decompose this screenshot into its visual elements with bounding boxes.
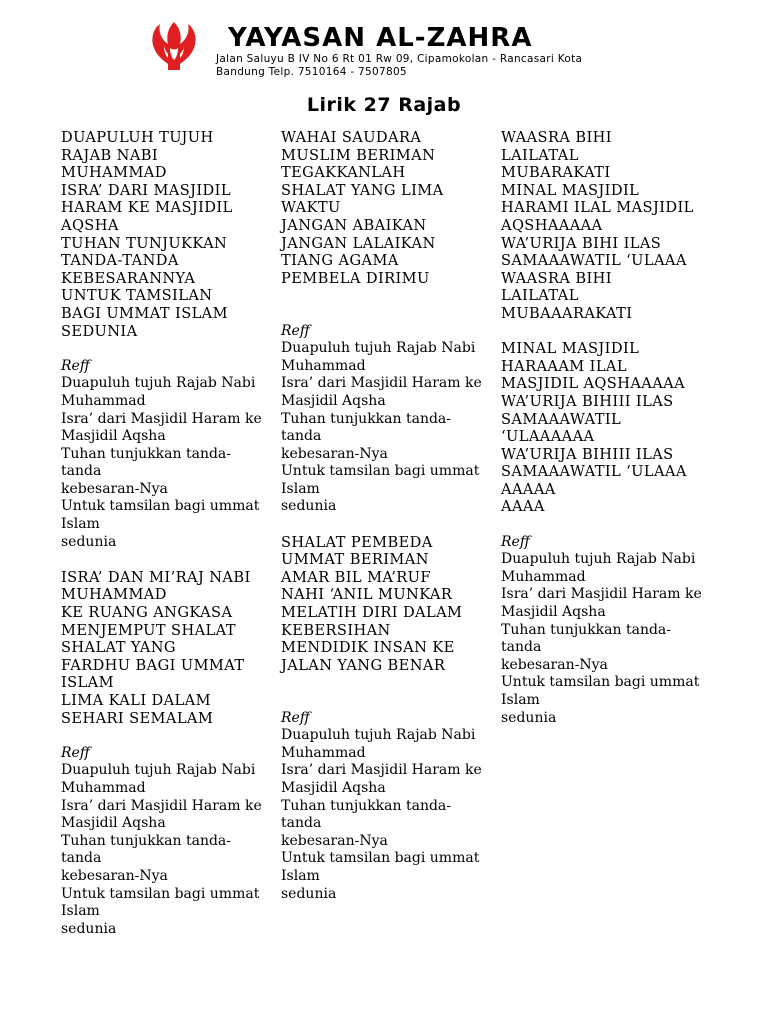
lyric-line: FARDHU BAGI UMMAT [61, 656, 245, 674]
lyric-line: Tuhan tunjukkan tanda- [501, 621, 672, 638]
organization-name: YAYASAN AL-ZAHRA [228, 23, 533, 53]
lyric-line: Muhammad [501, 568, 586, 585]
lyric-line: SAMAAAWATIL ‘ULAAA [501, 463, 687, 481]
lyric-line: MENJEMPUT SHALAT [61, 621, 236, 639]
lyric-line: AQSHA [61, 216, 119, 234]
document-title: Lirik 27 Rajab [306, 94, 462, 116]
stanza-spacer [281, 287, 491, 305]
lyric-line: Muhammad [281, 357, 366, 374]
lyric-line: Islam [61, 516, 100, 533]
lyric-line: SHALAT YANG [61, 639, 176, 657]
lyric-line: Islam [281, 867, 320, 884]
lyric-line: Duapuluh tujuh Rajab Nabi [281, 727, 476, 744]
lyric-line: tanda [501, 639, 542, 656]
lyrics-column-2 [281, 129, 491, 903]
lyric-line: AMAR BIL MA’RUF [281, 568, 431, 586]
lyric-line: Duapuluh tujuh Rajab Nabi [501, 551, 696, 568]
lyric-line: LAILATAL [501, 146, 579, 164]
lyric-line: NAHI ‘ANIL MUNKAR [281, 586, 453, 604]
lyric-line: tanda [61, 463, 102, 480]
lyric-line: Isra’ dari Masjidil Haram ke [281, 762, 482, 779]
lyric-line: MINAL MASJIDIL [501, 340, 640, 358]
lyric-line: KE RUANG ANGKASA [61, 604, 233, 622]
lyric-line: Masjidil Aqsha [281, 779, 386, 796]
lyric-line: tanda [281, 428, 322, 445]
stanza-spacer [281, 305, 491, 323]
lyric-line: JANGAN LALAIKAN [281, 234, 436, 252]
lyric-line: ISRA’ DAN MI’RAJ NABI [61, 568, 251, 586]
lyric-line: Tuhan tunjukkan tanda- [281, 797, 452, 814]
lyric-line: JALAN YANG BENAR [281, 656, 446, 674]
reff-stanza [501, 534, 716, 728]
lyric-line: Untuk tamsilan bagi ummat [61, 885, 260, 902]
reff-stanza [281, 710, 491, 904]
lyric-line: WA’URIJA BIHIII ILAS [501, 445, 674, 463]
lyric-line: Duapuluh tujuh Rajab Nabi [281, 340, 476, 357]
lyric-line: MUBARAKATI [501, 164, 611, 182]
stanza-spacer [281, 692, 491, 710]
lyric-line: kebesaran-Nya [501, 656, 608, 673]
address-line-1: Jalan Saluyu B IV No 6 Rt 01 Rw 09, Cipamokolan - Rancasari Kota [216, 53, 583, 65]
reff-label: Reff [61, 357, 90, 374]
lyric-line: SEHARI SEMALAM [61, 709, 214, 727]
lyric-line: TUHAN TUNJUKKAN [61, 234, 228, 252]
lyric-line: BAGI UMMAT ISLAM [61, 304, 228, 322]
lyric-line: TEGAKKANLAH [281, 164, 406, 182]
lyric-line: SAMAAAWATIL ‘ULAAA [501, 252, 687, 270]
lyric-line: sedunia [501, 709, 557, 726]
lyric-line: MUBAAARAKATI [501, 304, 633, 322]
lyric-line: TANDA-TANDA [61, 252, 179, 270]
lyric-line: AQSHAAAAA [501, 216, 603, 234]
lyric-line: kebesaran-Nya [61, 867, 168, 884]
lyric-line: HARAAAM ILAL [501, 357, 627, 375]
reff-label: Reff [281, 322, 310, 339]
tulip-logo-icon [146, 18, 202, 74]
lyric-line: SHALAT YANG LIMA [281, 181, 444, 199]
lyric-line: sedunia [281, 885, 337, 902]
lyric-line: Isra’ dari Masjidil Haram ke [61, 797, 262, 814]
verse-stanza [61, 569, 271, 727]
stanza-spacer [281, 674, 491, 692]
lyric-line: Untuk tamsilan bagi ummat [281, 850, 480, 867]
lyric-line: ‘ULAAAAAA [501, 428, 595, 446]
lyric-line: kebesaran-Nya [281, 832, 388, 849]
lyric-line: KEBERSIHAN [281, 621, 391, 639]
lyric-line: ISLAM [61, 674, 114, 692]
lyric-line: SAMAAAWATIL [501, 410, 622, 428]
lyric-line: Untuk tamsilan bagi ummat [501, 674, 700, 691]
verse-stanza [501, 129, 716, 323]
lyric-line: AAAAA [501, 480, 556, 498]
lyric-line: PEMBELA DIRIMU [281, 269, 430, 287]
lyric-line: Tuhan tunjukkan tanda- [61, 832, 232, 849]
lyric-line: sedunia [61, 920, 117, 937]
lyric-line: Islam [61, 903, 100, 920]
lyric-line: kebesaran-Nya [61, 480, 168, 497]
lyric-line: MENDIDIK INSAN KE [281, 639, 455, 657]
lyric-line: RAJAB NABI [61, 146, 159, 164]
lyric-line: Masjidil Aqsha [61, 428, 166, 445]
reff-stanza [61, 745, 271, 939]
lyric-line: MINAL MASJIDIL [501, 181, 640, 199]
lyric-line: Islam [501, 692, 540, 708]
lyric-line: Muhammad [281, 744, 366, 761]
lyric-line: Islam [281, 480, 320, 497]
lyric-line: Masjidil Aqsha [501, 604, 606, 621]
lyric-line: Muhammad [61, 779, 146, 796]
lyric-line: Untuk tamsilan bagi ummat [61, 498, 260, 515]
verse-stanza [61, 129, 271, 340]
lyric-line: ISRA’ DARI MASJIDIL [61, 181, 231, 199]
lyric-line: tanda [61, 850, 102, 867]
verse-stanza [501, 340, 716, 516]
lyric-line: LAILATAL [501, 287, 579, 305]
lyric-line: HARAMI ILAL MASJIDIL [501, 199, 694, 217]
address-line-2: Bandung Telp. 7510164 - 7507805 [216, 66, 407, 78]
reff-label: Reff [61, 744, 90, 761]
lyric-line: MUHAMMAD [61, 586, 167, 604]
lyric-line: Muhammad [61, 392, 146, 409]
reff-stanza [281, 323, 491, 517]
lyrics-column-1 [61, 129, 271, 938]
reff-label: Reff [501, 533, 530, 550]
stanza-spacer [61, 551, 271, 569]
lyric-line: DUAPULUH TUJUH [61, 129, 214, 146]
lyric-line: MUHAMMAD [61, 164, 167, 182]
lyric-line: MUSLIM BERIMAN [281, 146, 436, 164]
lyric-line: MELATIH DIRI DALAM [281, 604, 463, 622]
lyric-line: Isra’ dari Masjidil Haram ke [501, 586, 702, 603]
lyric-line: tanda [281, 815, 322, 832]
lyric-line: Untuk tamsilan bagi ummat [281, 463, 480, 480]
lyric-line: Duapuluh tujuh Rajab Nabi [61, 762, 256, 779]
lyric-line: WAHAI SAUDARA [281, 129, 422, 146]
lyric-line: kebesaran-Nya [281, 445, 388, 462]
lyric-line: sedunia [281, 498, 337, 515]
lyric-line: Tuhan tunjukkan tanda- [281, 410, 452, 427]
stanza-spacer [501, 323, 716, 341]
verse-stanza [281, 534, 491, 675]
lyric-line: HARAM KE MASJIDIL [61, 199, 233, 217]
lyric-line: UNTUK TAMSILAN [61, 287, 213, 305]
lyric-line: AAAA [501, 498, 545, 516]
lyric-line: SHALAT PEMBEDA [281, 533, 433, 551]
lyric-line: MASJIDIL AQSHAAAAA [501, 375, 686, 393]
lyric-line: Masjidil Aqsha [61, 815, 166, 832]
stanza-spacer [501, 516, 716, 534]
lyric-line: WAASRA BIHI [501, 269, 612, 287]
lyric-line: WA’URIJA BIHI ILAS [501, 234, 662, 252]
verse-stanza [281, 129, 491, 287]
lyric-line: Isra’ dari Masjidil Haram ke [61, 410, 262, 427]
lyric-line: KEBESARANNYA [61, 269, 196, 287]
lyric-line: Masjidil Aqsha [281, 392, 386, 409]
reff-label: Reff [281, 709, 310, 726]
lyric-line: Isra’ dari Masjidil Haram ke [281, 375, 482, 392]
organization-address [216, 53, 636, 79]
lyric-line: WAASRA BIHI [501, 129, 612, 146]
stanza-spacer [61, 340, 271, 358]
lyric-line: sedunia [61, 533, 117, 550]
lyrics-column-3 [501, 129, 716, 727]
stanza-spacer [281, 516, 491, 534]
lyric-line: SEDUNIA [61, 322, 138, 340]
stanza-spacer [61, 727, 271, 745]
lyric-line: Tuhan tunjukkan tanda- [61, 445, 232, 462]
lyric-line: Duapuluh tujuh Rajab Nabi [61, 375, 256, 392]
lyric-line: LIMA KALI DALAM [61, 692, 211, 709]
lyric-line: JANGAN ABAIKAN [281, 216, 427, 234]
lyric-line: UMMAT BERIMAN [281, 551, 429, 569]
lyric-line: WAKTU [281, 199, 341, 217]
lyric-line: WA’URIJA BIHIII ILAS [501, 392, 674, 410]
reff-stanza [61, 358, 271, 552]
lyric-line: TIANG AGAMA [281, 252, 399, 270]
